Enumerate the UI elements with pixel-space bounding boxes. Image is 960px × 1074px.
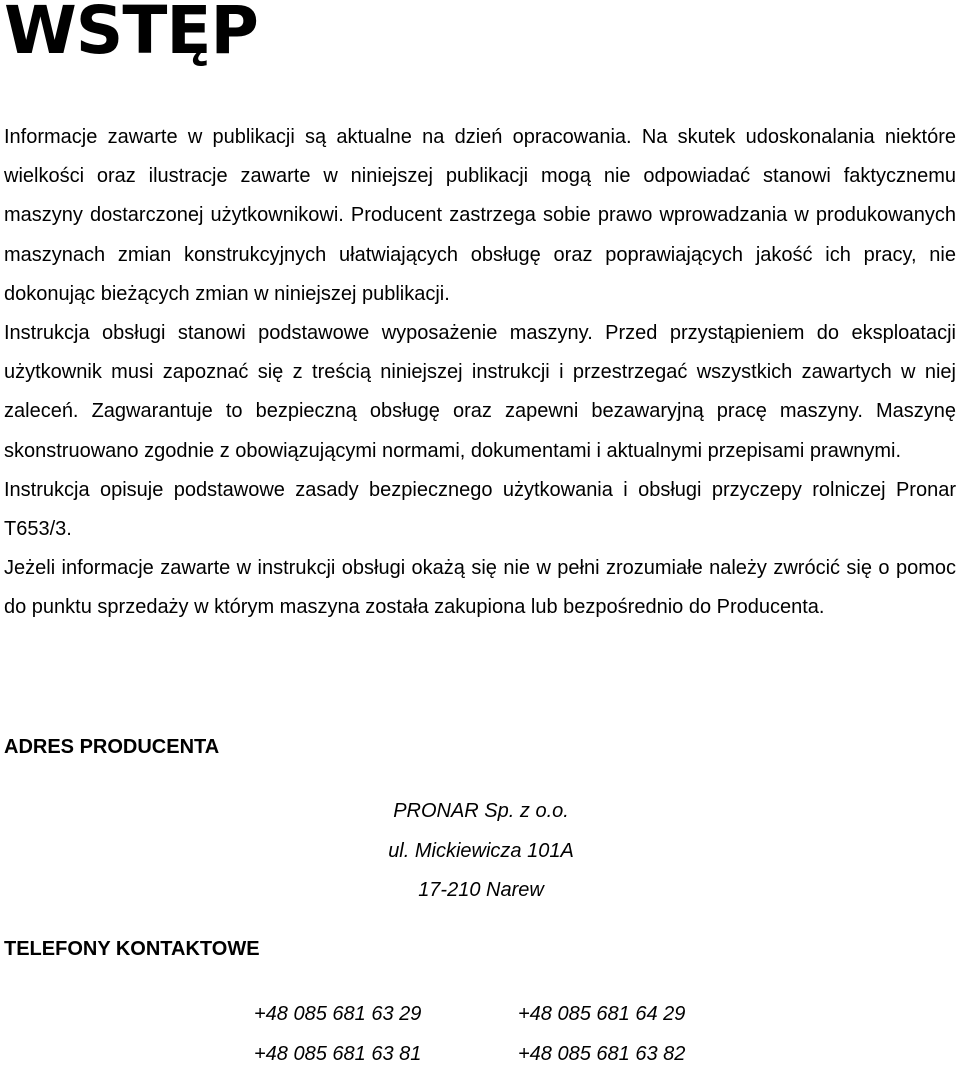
phones-heading: TELEFONY KONTAKTOWE	[4, 938, 260, 960]
address-heading: ADRES PRODUCENTA	[4, 736, 220, 758]
phone-number: +48 085 681 64 29	[518, 1003, 686, 1025]
phone-row	[254, 994, 774, 1034]
paragraph-publication-info: Informacje zawarte w publikacji są aktualne na dzień opracowania. Na skutek udoskonalania niektóre wielkości oraz ilustracje zawarte w niniejszej publikacji mogą nie odpowiadać stanowi faktycznemu maszyny dostarczonej użytkownikowi. Producent zastrzega sobie prawo wprowadzania w produkowanych maszynach zmian konstrukcyjnych ułatwiających obsługę oraz poprawiających jakość ich pracy, nie dokonując bieżących zmian w niniejszej publikacji.	[4, 126, 956, 305]
postal-city: 17-210 Narew	[418, 879, 544, 901]
street-address: ul. Mickiewicza 101A	[388, 839, 574, 862]
paragraph-manual-equipment: Instrukcja obsługi stanowi podstawowe wyposażenie maszyny. Przed przystąpieniem do eksploatacji użytkownik musi zapoznać się z treścią niniejszej instrukcji i przestrzegać wszystkich zawartych w niej zaleceń. Zagwarantuje to bezpieczną obsługę oraz zapewni bezawaryjną pracę maszyny. Maszynę skonstruowano zgodnie z obowiązującymi normami, dokumentami i aktualnymi przepisami prawnymi.	[4, 322, 956, 462]
page-title: WSTĘP	[4, 0, 258, 69]
manufacturer-address	[326, 792, 636, 911]
paragraph-help-contact: Jeżeli informacje zawarte w instrukcji obsługi okażą się nie w pełni zrozumiałe należy zwrócić się o pomoc do punktu sprzedaży w którym maszyna została zakupiona lub bezpośrednio do Producenta.	[4, 557, 956, 619]
phone-number: +48 085 681 63 81	[254, 1043, 422, 1065]
phone-number: +48 085 681 63 82	[518, 1043, 686, 1065]
intro-text	[4, 118, 956, 628]
phone-number: +48 085 681 63 29	[254, 1003, 422, 1025]
paragraph-manual-scope: Instrukcja opisuje podstawowe zasady bezpiecznego użytkowania i obsługi przyczepy rolniczej Pronar T653/3.	[4, 478, 956, 541]
company-name: PRONAR Sp. z o.o.	[393, 800, 569, 822]
phone-list	[254, 994, 774, 1074]
phone-row	[254, 1034, 774, 1074]
